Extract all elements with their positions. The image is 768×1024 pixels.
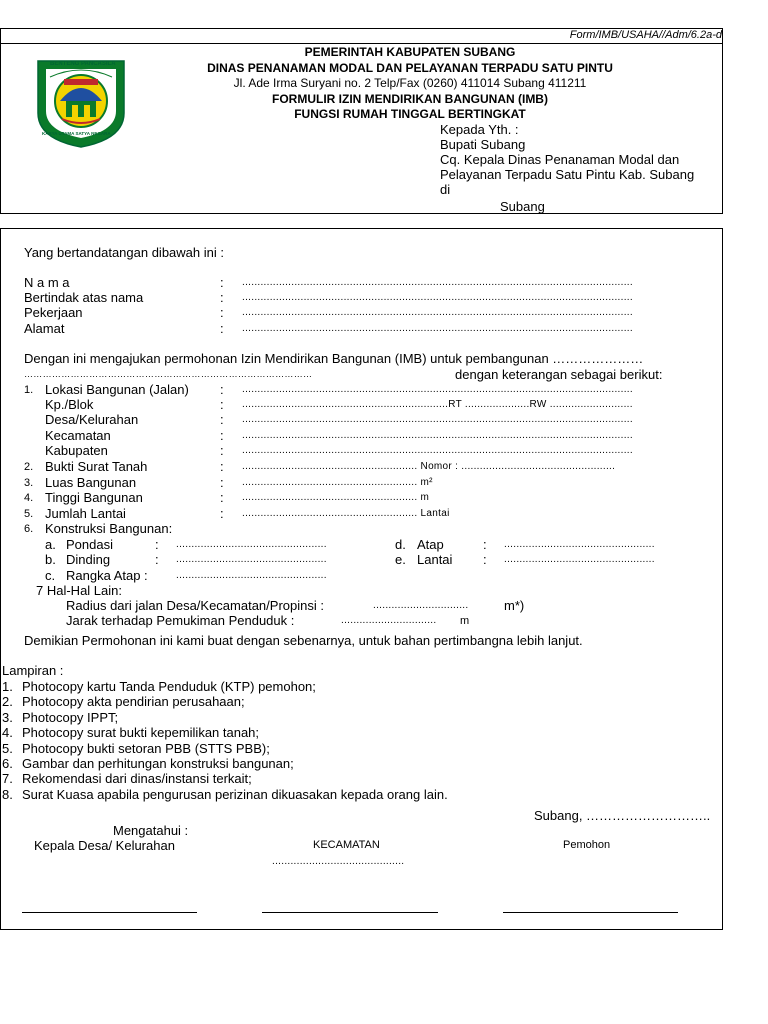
field-label-hal-lain: 7 Hal-Hal Lain: [36,583,122,598]
mengetahui-label: Mengatahui : [113,823,189,838]
field-label-bukti: Bukti Surat Tanah [45,459,148,474]
field-input-alamat[interactable]: ............................................................................................................................... [242,323,633,334]
field-input-nama[interactable]: ............................................................................................................................... [242,277,633,288]
agency-address: Jl. Ade Irma Suryani no. 2 Telp/Fax (0260) 411014 Subang 411211 [233,76,587,90]
lampiran-number: 6. [2,756,13,771]
closing-statement: Demikian Permohonan ini kami buat dengan sebenarnya, untuk bahan pertimbangna lebih lanjut. [24,633,583,648]
signature-line-pemohon[interactable] [503,912,678,913]
kepala-desa-label: Kepala Desa/ Kelurahan [34,838,175,853]
field-label-kp: Kp./Blok [45,397,94,412]
lampiran-item: Rekomendasi dari dinas/instansi terkait; [22,771,252,787]
colon: : [220,428,224,443]
colon: : [220,305,224,320]
gov-title: PEMERINTAH KABUPATEN SUBANG [304,45,516,59]
lampiran-item: Photocopy bukti setoran PBB (STTS PBB); [22,740,270,756]
field-label-pondasi: Pondasi [66,537,113,552]
recipient-line: di [440,182,451,197]
field-input-pondasi[interactable]: ................................................. [176,539,327,550]
form-title: FORMULIR IZIN MENDIRIKAN BANGUNAN (IMB) [272,92,548,106]
jarak-unit: m [460,615,470,627]
colon: : [220,459,224,474]
field-input-rangka-atap[interactable]: ................................................. [176,570,327,581]
lampiran-number: 5. [2,740,13,756]
colon: : [483,552,487,567]
sub-letter: b. [45,552,56,567]
field-label-alamat: Alamat [24,321,65,336]
field-label-bertindak: Bertindak atas nama [24,290,144,305]
logo-top-text: BENTENG PANCASILA [50,61,116,67]
lampiran-item: Photocopy IPPT; [22,709,119,725]
lampiran-number: 4. [2,725,13,741]
signature-line-kecamatan[interactable] [262,912,438,913]
colon: : [220,382,224,397]
colon: : [220,490,224,505]
kecamatan-label: KECAMATAN [313,839,380,851]
field-label-lantai: Lantai [417,552,453,567]
field-input-desa[interactable]: ............................................................................................................................... [242,414,633,425]
radius-unit: m*) [504,598,525,613]
field-input-dinding[interactable]: ................................................. [176,554,327,565]
field-label-tinggi: Tinggi Bangunan [45,490,143,505]
lampiran-item: Gambar dan perhitungan konstruksi bangunan; [22,756,294,771]
field-input-radius[interactable]: ............................... [373,600,469,611]
field-input-lokasi[interactable]: ............................................................................................................................... [242,384,633,395]
sub-letter: d. [395,537,406,552]
recipient-line: Bupati Subang [440,137,526,152]
field-input-jumlah-lantai[interactable]: ......................................................... Lantai [242,508,450,519]
colon: : [155,537,159,552]
signature-line-kepala-desa[interactable] [22,912,197,913]
item-number: 1. [24,384,34,396]
colon: : [220,321,224,336]
lampiran-number: 8. [2,786,13,802]
pemohon-label: Pemohon [563,839,611,851]
lampiran-number: 3. [2,709,13,725]
kecamatan-name-line[interactable]: ........................................... [272,856,405,867]
field-label-nama: N a m a [24,275,70,290]
field-label-atap: Atap [417,537,444,552]
colon: : [220,290,224,305]
place-date: Subang, ……………………….. [534,808,711,823]
field-input-jarak[interactable]: ............................... [341,615,437,626]
item-number: 6. [24,523,34,535]
field-label-pekerjaan: Pekerjaan [24,305,83,320]
field-input-kabupaten[interactable]: ............................................................................................................................... [242,445,633,456]
sub-letter: c. [45,568,56,583]
sub-letter: a. [45,537,56,552]
field-label-konstruksi: Konstruksi Bangunan: [45,521,173,536]
colon: : [483,537,487,552]
lampiran-number: 1. [2,679,13,694]
colon: : [220,443,224,458]
field-input-atap[interactable]: ................................................. [504,539,655,550]
agency-title: DINAS PENANAMAN MODAL DAN PELAYANAN TERPADU SATU PINTU [207,61,613,75]
request-continuation: dengan keterangan sebagai berikut: [455,367,663,382]
field-input-luas[interactable]: ......................................................... m² [242,477,433,488]
lampiran-title: Lampiran : [2,663,64,678]
colon: : [220,397,224,412]
lampiran-item: Photocopy kartu Tanda Penduduk (KTP) pemohon; [22,679,316,694]
form-code: Form/IMB/USAHA//Adm/6.2a-d [569,29,722,41]
lampiran-item: Photocopy akta pendirian perusahaan; [22,694,245,710]
colon: : [155,552,159,567]
field-input-kp-rt-rw[interactable]: ...................................................................RT .....................RW ........................... [242,399,633,410]
field-input-bertindak[interactable]: ............................................................................................................................... [242,292,633,303]
lampiran-item: Surat Kuasa apabila pengurusan perizinan dikuasakan kepada orang lain. [22,786,448,802]
colon: : [220,475,224,490]
field-label-dinding: Dinding [66,552,111,567]
recipient-line: Subang [500,199,545,214]
lampiran-number: 2. [2,694,13,710]
field-input-lantai[interactable]: ................................................. [504,554,655,565]
request-dots[interactable]: ………………………………………………………………………………… [24,369,313,379]
form-subtitle: FUNGSI RUMAH TINGGAL BERTINGKAT [294,107,526,121]
lampiran-number: 7. [2,771,13,787]
item-number: 2. [24,461,34,473]
field-label-jarak: Jarak terhadap Pemukiman Penduduk : [66,613,295,628]
lampiran-item: Photocopy surat bukti kepemilikan tanah; [22,725,260,741]
item-number: 3. [24,477,34,489]
colon: : [220,412,224,427]
colon: : [220,275,224,290]
field-label-lokasi: Lokasi Bangunan (Jalan) [45,382,189,397]
colon: : [220,506,224,521]
logo-bottom-text: KARYA UTAMA SATYA NEGARA [42,131,111,136]
field-label-jumlah-lantai: Jumlah Lantai [45,506,126,521]
field-input-kecamatan[interactable]: ............................................................................................................................... [242,430,633,441]
field-label-kabupaten: Kabupaten [45,443,108,458]
field-label-rangka-atap: Rangka Atap : [66,568,148,583]
header-divider [0,43,723,44]
sub-letter: e. [395,552,406,567]
recipient-line: Pelayanan Terpadu Satu Pintu Kab. Subang [440,167,695,182]
field-label-radius: Radius dari jalan Desa/Kecamatan/Propinsi : [66,598,324,613]
field-input-bukti-nomor[interactable]: ......................................................... Nomor : .................................................. [242,461,616,472]
request-text: Dengan ini mengajukan permohonan Izin Mendirikan Bangunan (IMB) untuk pembangunan ………………… [24,351,644,366]
item-number: 4. [24,492,34,504]
field-label-desa: Desa/Kelurahan [45,412,139,427]
item-number: 5. [24,508,34,520]
field-input-tinggi[interactable]: ......................................................... m [242,492,430,503]
recipient-line: Cq. Kepala Dinas Penanaman Modal dan [440,152,680,167]
field-label-kecamatan: Kecamatan [45,428,111,443]
field-label-luas: Luas Bangunan [45,475,137,490]
intro-text: Yang bertandatangan dibawah ini : [24,245,224,260]
field-input-pekerjaan[interactable]: ............................................................................................................................... [242,307,633,318]
recipient-line: Kepada Yth. : [440,122,519,137]
